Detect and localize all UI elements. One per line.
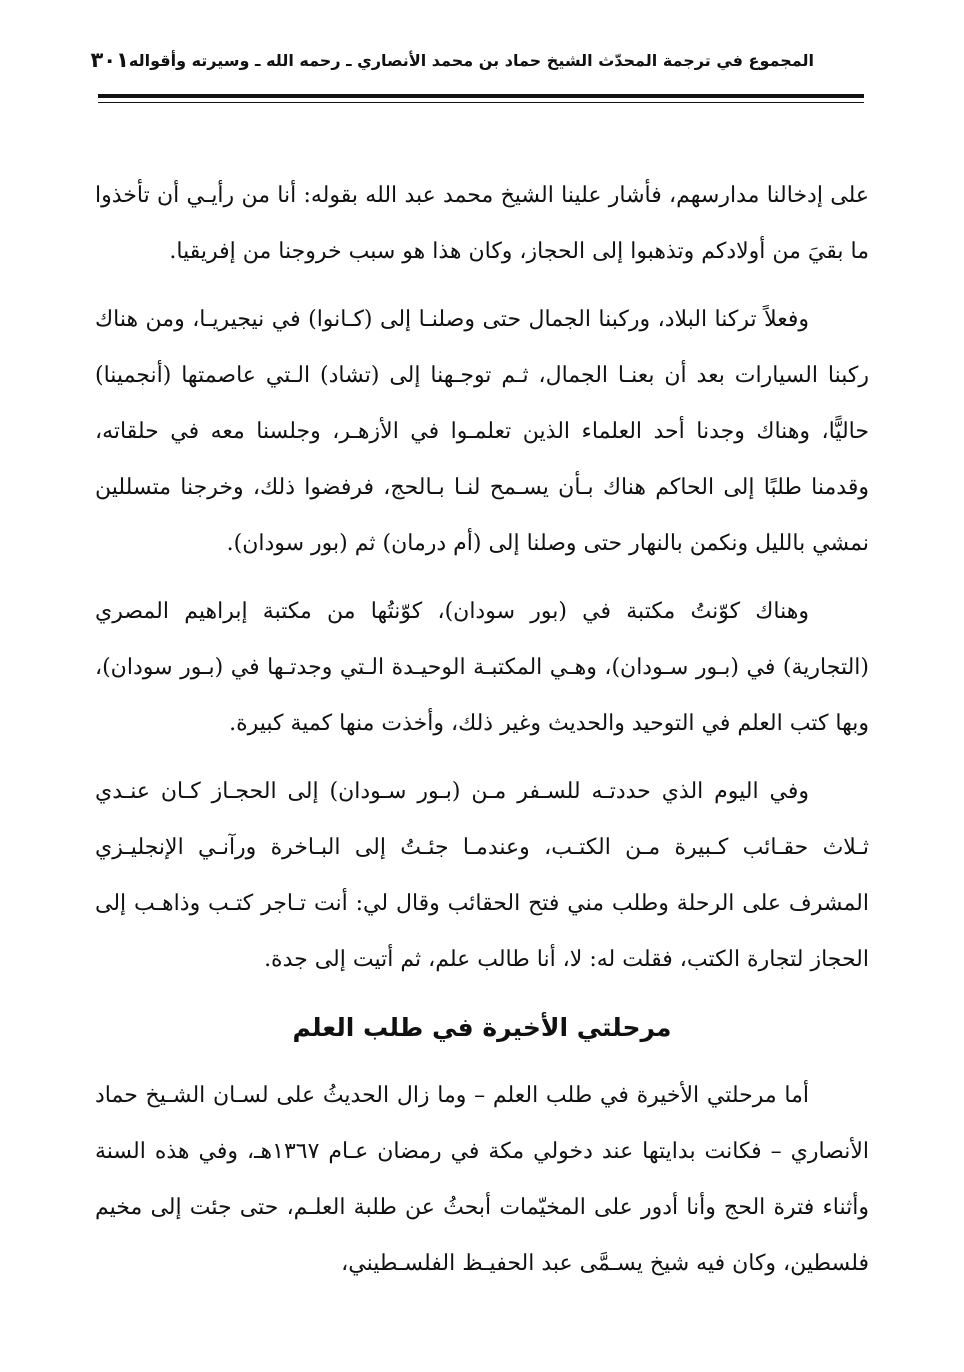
paragraph-2: وفعلاً تركنا البلاد، وركبنا الجمال حتى وصلنـا إلى (كـانوا) في نيجيريـا، ومن هناك ركبنا السيارات بعد أن بعنـا الجمال، ثـم توجـهنا إلى (تشاد) الـتي عاصمتها (أنجمينا) حاليًّا، وهناك وجدنا أحد العلماء الذين تعلمـوا في الأزهـر، وجلسنا معه في حلقاته، وقدمنا طلبًا إلى الحاكم هناك بـأن يسـمح لنـا بـالحج، فرفضوا ذلك، وخرجنا متسللين نمشي بالليل ونكمن بالنهار حتى وصلنا إلى (أم درمان) ثم (بور سودان). [95, 307, 869, 556]
section-heading: مرحلتي الأخيرة في طلب العلم [292, 1013, 672, 1042]
running-title: المجموع في ترجمة المحدّث الشيخ حماد بن محمد الأنصاري ـ رحمه الله ـ وسيرته وأقواله [128, 50, 814, 70]
header-rule-thin [98, 102, 864, 103]
paragraph-3: وهناك كوّنتُ مكتبة في (بور سودان)، كوّنتُها من مكتبة إبراهيم المصري (التجارية) في (بـور سـودان)، وهـي المكتبـة الوحيـدة الـتي وجدتـها في (بـور سودان)، وبها كتب العلم في التوحيد والحديث وغير ذلك، وأخذت منها كمية كبيرة. [95, 599, 869, 736]
paragraph-4: وفي اليوم الذي حددتـه للسـفر مـن (بـور سـودان) إلى الحجـاز كـان عنـدي ثـلاث حقـائب كـبيرة مـن الكتـب، وعندمـا جئـتُ إلى البـاخرة ورآنـي الإنجليـزي المشرف على الرحلة وطلب مني فتح الحقائب وقال لي: أنت تـاجر كتـب وذاهـب إلى الحجاز لتجارة الكتب، فقلت له: لا، أنا طالب علم، ثم أتيت إلى جدة. [95, 779, 869, 972]
section-paragraph: أما مرحلتي الأخيرة في طلب العلم – وما زال الحديثُ على لسـان الشـيخ حماد الأنصاري – فكانت بدايتها عند دخولي مكة في رمضان عـام ١٣٦٧هـ، وفي هذه السنة وأثناء فترة الحج وأنا أدور على المخيّمات أبحثُ عن طلبة العلـم، حتى جئت إلى مخيم فلسطين، وكان فيه شيخ يسـمَّى عبد الحفيـظ الفلسـطيني، [95, 1083, 870, 1276]
running-header [90, 40, 814, 80]
paragraph-1: على إدخالنا مدارسهم، فأشار علينا الشيخ محمد عبد الله بقوله: أنا من رأيـي أن تأخذوا ما بقيَ من أولادكم وتذهبوا إلى الحجاز، وكان هذا هو سبب خروجنا من إفريقيا. [95, 183, 869, 264]
page-number: ٣٠١ [90, 48, 129, 72]
body-text [95, 168, 869, 1304]
header-rule-thick [98, 94, 864, 98]
